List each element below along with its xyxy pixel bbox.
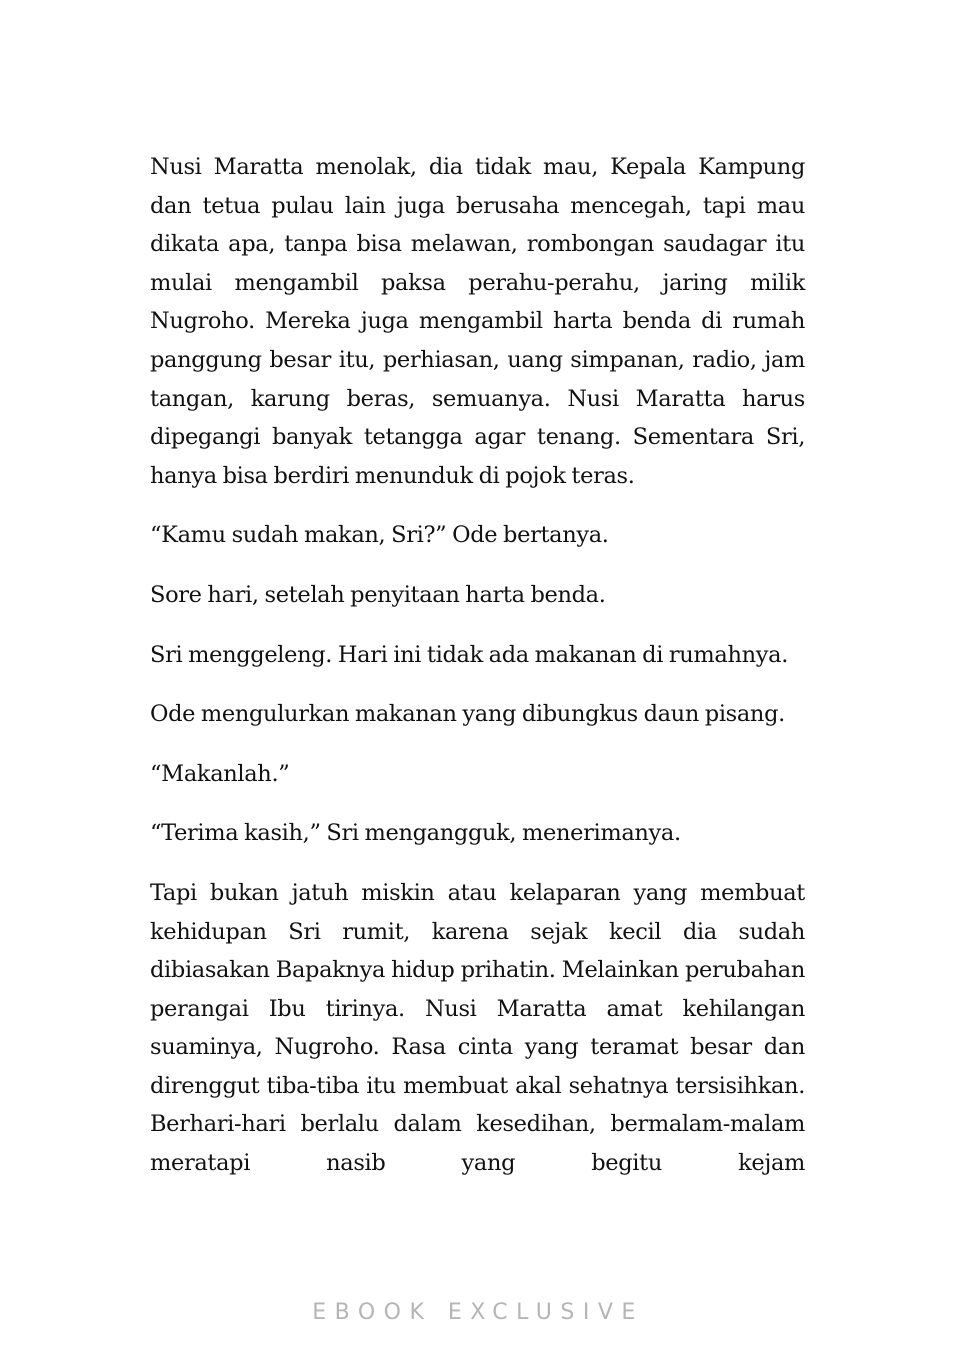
paragraph-sore-hari: Sore hari, setelah penyitaan harta benda. — [150, 581, 606, 608]
paragraph-sri-menggeleng: Sri menggeleng. Hari ini tidak ada makanan di rumahnya. — [150, 641, 788, 668]
paragraph-ode-mengulurkan: Ode mengulurkan makanan yang dibungkus daun pisang. — [150, 701, 785, 728]
paragraph-ode-question: “Kamu sudah makan, Sri?” Ode bertanya. — [150, 522, 609, 549]
paragraph-perubahan-perangai: Tapi bukan jatuh miskin atau kelaparan yang membuat kehidupan Sri rumit, karena sejak kecil dia sudah dibiasakan Bapaknya hidup prihatin. Melainkan perubahan perangai Ibu tirinya. Nusi Maratta amat kehilangan suaminya, Nugroho. Rasa cinta yang teramat besar dan direnggut tiba-tiba itu membuat akal sehatnya tersisihkan. Berhari-hari berlalu dalam kesedihan, bermalam-malam meratapi nasib yang begitu kejam — [150, 879, 805, 1177]
page-body — [150, 148, 805, 1204]
paragraph-terima-kasih: “Terima kasih,” Sri mengangguk, menerimanya. — [150, 820, 681, 847]
ebook-exclusive-footer: EBOOK EXCLUSIVE — [312, 1300, 644, 1325]
paragraph-makanlah: “Makanlah.” — [150, 760, 290, 787]
paragraph-saudagar: Nusi Maratta menolak, dia tidak mau, Kepala Kampung dan tetua pulau lain juga berusaha mencegah, tapi mau dikata apa, tanpa bisa melawan, rombongan saudagar itu mulai mengambil paksa perahu-perahu, jaring milik Nugroho. Mereka juga mengambil harta benda di rumah panggung besar itu, perhiasan, uang simpanan, radio, jam tangan, karung beras, semuanya. Nusi Maratta harus dipegangi banyak tetangga agar tenang. Sementara Sri, hanya bisa berdiri menunduk di pojok teras. — [150, 154, 805, 489]
